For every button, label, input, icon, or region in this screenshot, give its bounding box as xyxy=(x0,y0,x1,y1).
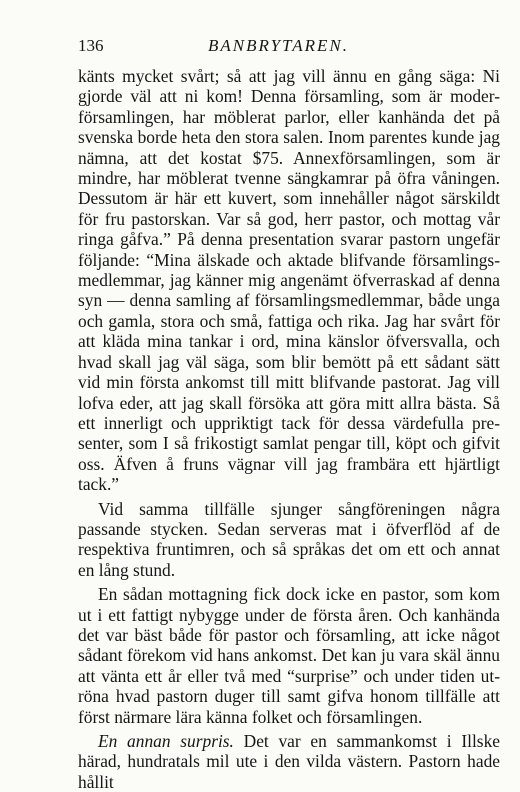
section-heading-inline: En annan surpris. xyxy=(98,731,234,751)
body-text xyxy=(78,66,500,792)
paragraph-3: En sådan mottagning fick dock icke en pastor, som kom ut i ett fattigt nybygge under de första åren. Och kanhända det var bäst både för pastor och församling, att icke något sådant förekom vid hans ankomst. Det kan ju vara skäl ännu att vänta ett år eller två med “surprise” och under tiden ut-röna hvad pastorn duger till samt gifva honom tillfälle att först närmare lära känna folket och församlingen. xyxy=(78,584,500,727)
paragraph-1: känts mycket svårt; så att jag vill ännu en gång säga: Ni gjorde väl att ni kom! Denna församling, som är moder-församlingen, har möblerat parlor, eller kanhända det på svenska borde heta den stora salen. Inom parentes kunde jag nämna, att det kostat $75. Annexförsamlingen, som är mindre, har möblerat tvenne sängkamrar på öfra våningen. Dessutom är här ett kuvert, som innehåller något särskildt för fru pastorskan. Var så god, herr pastor, och mottag vår ringa gåfva.” På denna presentation svarar pastorn ungefär följande: “Mina älskade och aktade blifvande församlings-medlemmar, jag känner mig angenämt öfverraskad af denna syn — denna samling af församlingsmedlemmar, både unga och gamla, stora och små, fattiga och rika. Jag har svårt för att kläda mina tankar i ord, mina känslor öfversvalla, och hvad skall jag väl säga, som blir bemött på ett sådant sätt vid min första ankomst till mitt blifvande pastorat. Jag vill lofva eder, att jag skall försöka att göra mitt allra bästa. Så ett innerligt och uppriktigt tack för dessa värdefulla pre-senter, som I så frikostigt samlat pengar till, köpt och gifvit oss. Äfven å fruns vägnar vill jag frambära ett hjärtligt tack.” xyxy=(78,66,500,495)
paragraph-2: Vid samma tillfälle sjunger sångföreningen några passande stycken. Sedan serveras mat i öfverflöd af de respektiva fruntimren, och så språkas det om ett och annat en lång stund. xyxy=(78,498,500,580)
page-header xyxy=(78,36,498,58)
paragraph-4 xyxy=(78,731,500,792)
paragraph-4-text: Det var en sammankomst i Illske härad, hundratals mil ute i den vilda västern. Pastorn hade hållit xyxy=(78,731,500,792)
running-title: BANBRYTAREN. xyxy=(208,36,349,55)
page-number: 136 xyxy=(78,36,104,55)
